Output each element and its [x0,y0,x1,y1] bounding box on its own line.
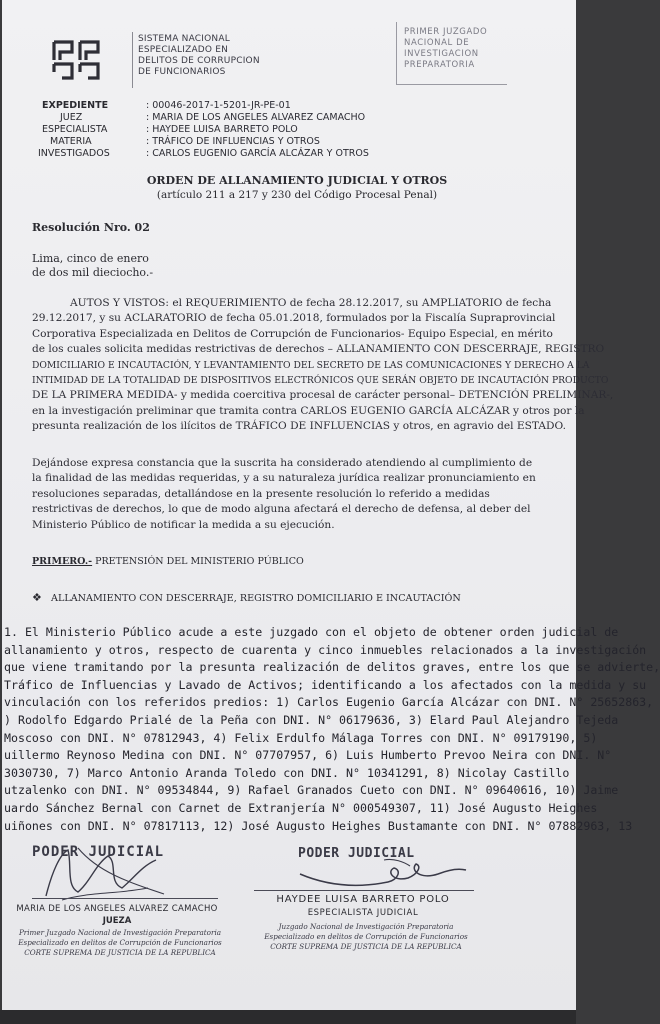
system-name: SISTEMA NACIONAL ESPECIALIZADO EN DELITOS DE CORRUPCION DE FUNCIONARIOS [138,34,260,77]
document-subtitle: (artículo 211 a 217 y 230 del Código Procesal Penal) [156,189,438,201]
signature-block-clerk [238,842,488,972]
judge-name: MARIA DE LOS ANGELES ALVAREZ CAMACHO [16,904,218,914]
signature-line-clerk [254,890,474,891]
handwritten-signature-judge [38,842,168,902]
poder-judicial-logo [52,38,102,82]
document-page: SISTEMA NACIONAL ESPECIALIZADO EN DELITOS DE CORRUPCION DE FUNCIONARIOS PRIMER JUZGADO NACIONAL DE INVESTIGACION PREPARATORIA EXPEDIENTE : 00046-2017-1-5201-JR-PE-01 JUEZ : MARIA DE LOS ANGELES ALVAREZ CAMACHO ESPECIALISTA : HAYDEE LUISA BARRETO POLO MATERIA : TRÁFICO DE INFLUENCIAS Y OTROS INVESTIGADOS : CARLOS EUGENIO GARCÍA ALCÁZAR Y OTROS ORDEN DE ALLANAMIENTO JUDICIAL Y OTROS (artículo 211 a 217 y 230 del Código Procesal Penal) Resolución Nro. 02 Lima, cinco de enero de dos mil dieciocho.- AUTOS Y VISTOS: el REQUERIMIENTO de fecha 28.12.2017, su AMPLIATORIO de fecha 29.12.2017, y su ACLARATORIO de fecha 05.01.2018, formulados por la Fiscalía Supraprovincial Corporativa Especializada en Delitos de Corrupción de Funcionarios- Equipo Especial, en mérito de los cuales solicita medidas restrictivas de derechos – ALLANAMIENTO CON DESCERRAJE, REGISTRO DOMICILIARIO E INCAUTACIÓN, Y LEVANTAMIENTO DEL SECRETO DE LAS COMUNICACIONES Y DERECHO A LA INTIMIDAD DE LA TOTALIDAD DE DISPOSITIVOS ELECTRÓNICOS QUE SERÁN OBJETO DE INCAUTACIÓN PRODUCTO DE LA PRIMERA MEDIDA- y medida coercitiva procesal de carácter personal– DETENCIÓN PRELIMINAR-, en la investigación preliminar que tramita contra CARLOS EUGENIO GARCÍA ALCÁZAR y otros por la presunta realización de los ilícitos de TRÁFICO DE INFLUENCIAS y otros, en agravio del ESTADO. Dejándose expresa constancia que la suscrita ha considerado atendiendo al cumplimiento de la finalidad de las medidas requeridas, y a su naturaleza jurídica realizar pronunciamiento en resoluciones separadas, detallándose en la presente resolución lo referido a medidas restrictivas de derechos, lo que de modo alguna afectará el derecho de defensa, al deber del Ministerio Público de notificar la medida a su ejecución. PRIMERO.- PRETENSIÓN DEL MINISTERIO PÚBLICO ❖ ALLANAMIENTO CON DESCERRAJE, REGISTRO DOMICILIARIO E INCAUTACIÓN 1. El Ministerio Público acude a este juzgado con el objeto de obtener orden judicial de allanamiento y otros, respecto de cuarenta y cinco inmuebles relacionados a la investigación que viene tramitando por la presunta realización de delitos graves, entre los que se advierte, Tráfico de Influencias y Lavado de Activos; identificando a los afectados con la medida y su vinculación con los referidos predios: 1) Carlos Eugenio García Alcázar con DNI. N° 25652863, ) Rodolfo Edgardo Prialé de la Peña con DNI. N° 06179636, 3) Elard Paul Alejandro Tejeda Moscoso con DNI. N° 07812943, 4) Felix Erdulfo Málaga Torres con DNI. N° 09179190, 5) uillermo Reynoso Medina con DNI. N° 07707957, 6) Luis Humberto Prevoo Neira con DNI. N° 3030730, 7) Marco Antonio Aranda Toledo con DNI. N° 10341291, 8) Nicolay Castillo utzalenko con DNI. N° 09534844, 9) Rafael Granados Cueto con DNI. N° 09640616, 10) Jaime uardo Sánchez Bernal con Carnet de Extranjería N° 000549307, 11) José Augusto Heighes uiñones con DNI. N° 07817113, 12) José Augusto Heighes Bustamante con DNI. N° 07882963, 13 PODER JUDICIAL MARIA DE LOS ANGELES ALVAREZ CAMACHO JUEZA Primer Juzgado Nacional de Investigación Preparatoria Especializado en delitos de Corrupción de Funcionarios CORTE SUPREMA DE JUSTICIA DE LA REPUBLICA PODER JUDICIAL HAYDEE LUISA BARRETO POLO ESPECIALISTA JUDICIAL Juzgado Nacional de Investigación Preparatoria Especializado en delitos de Corrupción de Funcionarios CORTE SUPREMA DE JUSTICIA DE LA REPUBLICA [2,0,576,1010]
clerk-role: ESPECIALISTA JUDICIAL [307,908,419,918]
paragraph-constancia: Dejándose expresa constancia que la suscrita ha considerado atendiendo al cumplimiento de la finalidad de las medidas requeridas, y a su naturaleza jurídica realizar pronunciamiento en resoluciones separadas, detallándose en la presente resolución lo referido a medidas restrictivas de derechos, lo que de modo alguna afectará el derecho de defensa, al deber del Ministerio Público de notificar la medida a su ejecución. [32,457,536,531]
poder-judicial-stamp: PODER JUDICIAL [32,844,165,860]
desk-background [0,1010,576,1024]
header-divider [132,32,133,88]
paragraph-autos-y-vistos: AUTOS Y VISTOS: el REQUERIMIENTO de fecha 28.12.2017, su AMPLIATORIO de fecha 29.12.2017, y su ACLARATORIO de fecha 05.01.2018, formulados por la Fiscalía Supraprovincial Corporativa Especializada en Delitos de Corrupción de Funcionarios- Equipo Especial, en mérito de los cuales solicita medidas restrictivas de derechos – ALLANAMIENTO CON DESCERRAJE, REGISTRO DOMICILIARIO E INCAUTACIÓN, Y LEVANTAMIENTO DEL SECRETO DE LAS COMUNICACIONES Y DERECHO A LA INTIMIDAD DE LA TOTALIDAD DE DISPOSITIVOS ELECTRÓNICOS QUE SERÁN OBJETO DE INCAUTACIÓN PRODUCTO DE LA PRIMERA MEDIDA- y medida coercitiva procesal de carácter personal– DETENCIÓN PRELIMINAR-, en la investigación preliminar que tramita contra CARLOS EUGENIO GARCÍA ALCÁZAR y otros por la presunta realización de los ilícitos de TRÁFICO DE INFLUENCIAS y otros, en agravio del ESTADO. [32,297,614,433]
judge-role: JUEZA [102,916,132,926]
court-name: PRIMER JUZGADO NACIONAL DE INVESTIGACION PREPARATORIA [404,27,488,70]
section-primero: PRIMERO.- PRETENSIÓN DEL MINISTERIO PÚBLICO [32,556,304,567]
resolution-date: Lima, cinco de enero de dos mil dieciocho.- [32,252,154,279]
signature-block-judge [2,842,242,972]
poder-judicial-stamp-right: PODER JUDICIAL [298,846,415,861]
judge-court: Primer Juzgado Nacional de Investigación Preparatoria Especializado en delitos de Corrupción de Funcionarios CORTE SUPREMA DE JUSTICIA DE LA REPUBLICA [18,928,222,957]
document-title: ORDEN DE ALLANAMIENTO JUDICIAL Y OTROS [146,174,448,187]
handwritten-signature-clerk [298,852,468,892]
resolution-number: Resolución Nro. 02 [32,221,150,234]
clerk-court: Juzgado Nacional de Investigación Preparatoria Especializado en delitos de Corrupción de Funcionarios CORTE SUPREMA DE JUSTICIA DE LA REPUBLICA [264,922,468,951]
clerk-name: HAYDEE LUISA BARRETO POLO [276,894,450,905]
bullet-allanamiento: ❖ ALLANAMIENTO CON DESCERRAJE, REGISTRO DOMICILIARIO E INCAUTACIÓN [32,591,461,604]
paragraph-ministerio-publico: 1. El Ministerio Público acude a este juzgado con el objeto de obtener orden judicial de allanamiento y otros, respecto de cuarenta y cinco inmuebles relacionados a la investigación que viene tramitando por la presunta realización de delitos graves, entre los que se advierte, Tráfico de Influencias y Lavado de Activos; identificando a los afectados con la medida y su vinculación con los referidos predios: 1) Carlos Eugenio García Alcázar con DNI. N° 25652863, ) Rodolfo Edgardo Prialé de la Peña con DNI. N° 06179636, 3) Elard Paul Alejandro Tejeda Moscoso con DNI. N° 07812943, 4) Felix Erdulfo Málaga Torres con DNI. N° 09179190, 5) uillermo Reynoso Medina con DNI. N° 07707957, 6) Luis Humberto Prevoo Neira con DNI. N° 3030730, 7) Marco Antonio Aranda Toledo con DNI. N° 10341291, 8) Nicolay Castillo utzalenko con DNI. N° 09534844, 9) Rafael Granados Cueto con DNI. N° 09640616, 10) Jaime uardo Sánchez Bernal con Carnet de Extranjería N° 000549307, 11) José Augusto Heighes uiñones con DNI. N° 07817113, 12) José Augusto Heighes Bustamante con DNI. N° 07882963, 13 [4,625,660,833]
signature-line-judge [32,898,218,899]
diamond-bullet-icon: ❖ [32,591,42,604]
